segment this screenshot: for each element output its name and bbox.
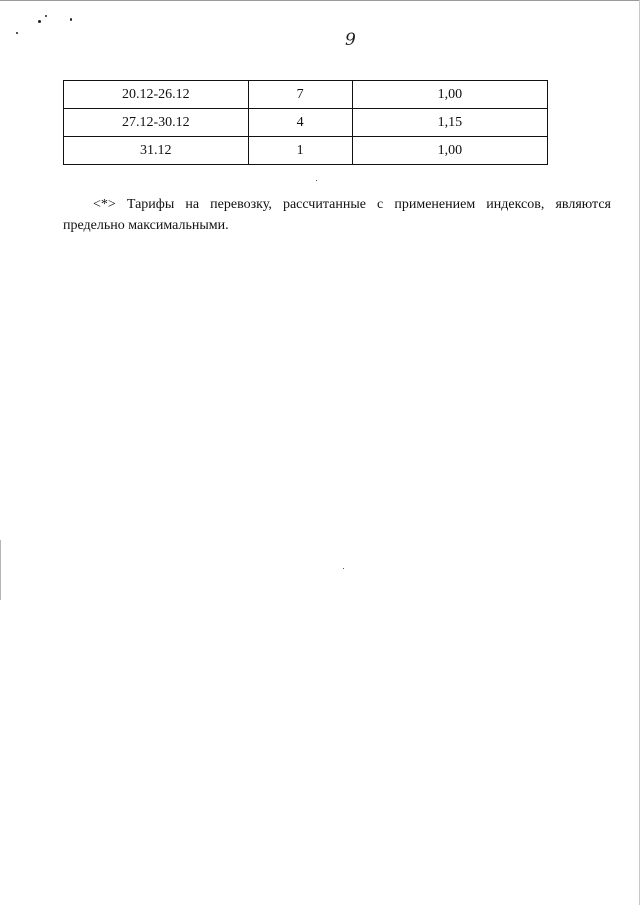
rates-table: [63, 80, 548, 165]
table-cell-period: 27.12-30.12: [64, 109, 249, 137]
table-cell-index: 1,15: [352, 109, 547, 137]
page-number: 9: [345, 30, 356, 50]
scan-edge-top: [0, 0, 640, 1]
table-row: [64, 137, 548, 165]
scan-speck: [38, 20, 41, 23]
footnote-line-1: <*> Тарифы на перевозку, рассчитанные с применением индексов, являются: [93, 197, 611, 212]
table-cell-index: 1,00: [352, 137, 547, 165]
footnote: [63, 194, 611, 236]
scan-speck: [316, 180, 317, 181]
scan-speck: [343, 568, 344, 569]
table-row: [64, 109, 548, 137]
scan-edge-left: [0, 540, 1, 600]
table-row: [64, 81, 548, 109]
table-cell-days: 1: [248, 137, 352, 165]
table-cell-index: 1,00: [352, 81, 547, 109]
scan-speck: [70, 18, 72, 21]
table-cell-period: 31.12: [64, 137, 249, 165]
scan-speck: [16, 32, 18, 34]
table-cell-days: 7: [248, 81, 352, 109]
footnote-line-2: предельно максимальными.: [63, 218, 229, 233]
scan-speck: [45, 15, 47, 17]
table-cell-period: 20.12-26.12: [64, 81, 249, 109]
table-cell-days: 4: [248, 109, 352, 137]
